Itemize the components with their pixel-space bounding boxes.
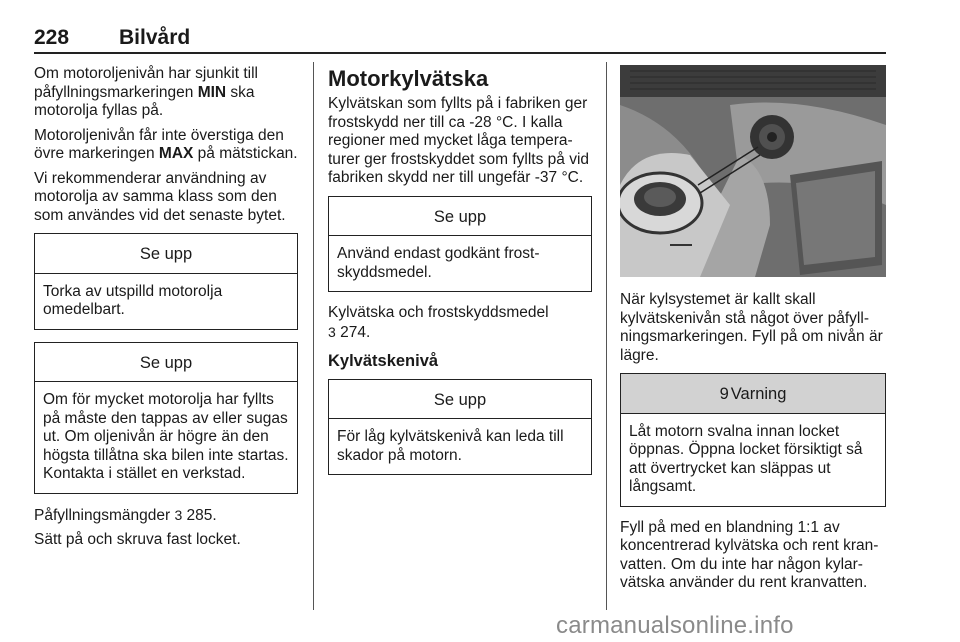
cross-reference: Påfyllningsmängder 3 285.: [34, 506, 217, 524]
paragraph: Fyll på med en blandning 1:1 av koncentrerad kylvätska och rent kran-vatten. Om du inte har någon kylar-vätska använder du rent kranvatten.: [620, 518, 879, 591]
column-2: [328, 65, 592, 487]
chapter-title: Bilvård: [119, 26, 191, 49]
page-number: 228: [34, 26, 70, 49]
subsection-heading: Kylvätskenivå: [328, 352, 439, 370]
paragraph: Vi rekommenderar användning av motorolja av samma klass som den som användes vid det senaste bytet.: [34, 169, 286, 224]
caution-title: Se upp: [329, 197, 591, 237]
paragraph: Om motoroljenivån har sjunkit till påfyllningsmarkeringen MIN ska motorolja fyllas på.: [34, 65, 258, 119]
caution-title: Se upp: [35, 343, 297, 383]
page-ref-arrow-icon: 3: [328, 323, 336, 340]
column-3: [620, 65, 886, 599]
coolant-reservoir-photo: [620, 65, 886, 277]
column-divider: [313, 62, 314, 610]
paragraph: Kylvätskan som fyllts på i fabriken ger frostskydd ner till ca -28 °C. I kalla regioner med mycket låga tempera-turer ger frostskyddet som fyllts på vid fabriken skydd ner till ungefär -37 °C.: [328, 95, 590, 186]
caution-text: För låg kylvätskenivå kan leda till skador på motorn.: [337, 428, 564, 464]
caution-text: Om för mycket motorolja har fyllts på måste den tappas av eller sugas ut. Om oljenivån är högre än den högsta tillåtna ska bilen inte startas. Kontakta i stället en verkstad.: [43, 391, 289, 482]
cross-reference: Kylvätska och frostskyddsmedel 3 274.: [328, 304, 549, 341]
caution-text: Använd endast godkänt frost-skyddsmedel.: [337, 245, 540, 281]
column-1: [34, 65, 298, 556]
page-ref-arrow-icon: 3: [174, 506, 183, 523]
caution-box: [34, 233, 298, 330]
caution-box: [328, 196, 592, 293]
caution-text: Torka av utspilld motorolja omedelbart.: [43, 282, 223, 318]
watermark: carmanualsonline.info: [556, 612, 794, 639]
paragraph: När kylsystemet är kallt skall kylvätskenivån stå något över påfyll-ningsmarkeringen. Fyll på om nivån är lägre.: [620, 291, 883, 364]
caution-box: [34, 342, 298, 494]
section-heading: Motorkylvätska: [328, 66, 489, 91]
warning-text: Låt motorn svalna innan locket öppnas. Öppna locket försiktigt så att övertrycket kan släppas ut långsamt.: [629, 422, 863, 495]
caution-title: Se upp: [35, 234, 297, 274]
warning-triangle-icon: 9: [719, 385, 729, 403]
page-header: [34, 26, 886, 54]
column-divider: [606, 62, 607, 610]
paragraph: Motoroljenivån får inte överstiga den övre markeringen MAX på mätstickan.: [34, 126, 298, 162]
caution-box: [328, 379, 592, 476]
warning-title: 9 Varning: [621, 374, 885, 414]
header-rule: [34, 52, 886, 54]
caution-title: Se upp: [329, 380, 591, 420]
paragraph: Sätt på och skruva fast locket.: [34, 531, 241, 548]
warning-box: [620, 373, 886, 507]
